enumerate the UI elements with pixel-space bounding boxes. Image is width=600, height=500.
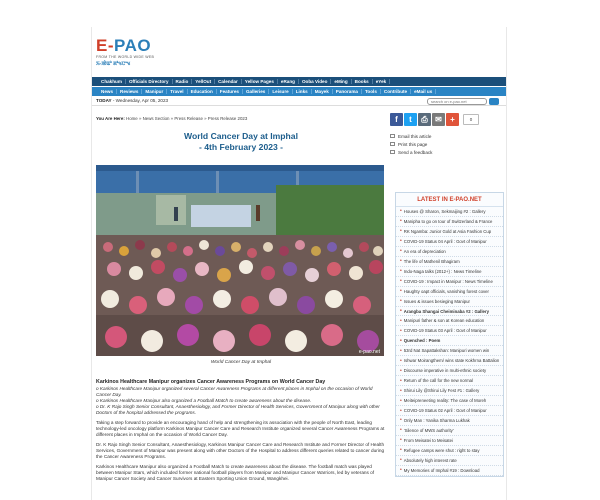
printer-icon [390, 142, 395, 146]
latest-news-item[interactable]: • COVID-19 Status 03 April : Govt of Manipur [396, 326, 503, 336]
logo-subtitle: ꯏ-ꯄꯥꯑꯣ ꯗꯣꯠꯅꯦꯠ [96, 61, 131, 67]
logo-tagline: FROM THE WORLD WIDE WEB [96, 55, 155, 59]
nav-item-galleries[interactable]: Galleries [243, 89, 269, 94]
twitter-icon[interactable]: t [404, 113, 417, 126]
secondary-nav [92, 87, 507, 96]
nav-item-manipur[interactable]: Manipur [142, 89, 167, 94]
nav-item-tools[interactable]: Tools [362, 89, 381, 94]
article-photo [96, 165, 384, 356]
primary-nav [92, 77, 507, 86]
title-line-2: - 4th February 2023 - [198, 142, 284, 152]
nav-item-officials-directory[interactable]: Officials Directory [126, 79, 173, 84]
nav-item-radio[interactable]: Radio [173, 79, 193, 84]
latest-news-item[interactable]: • Quenched : Poem [396, 336, 503, 346]
mail-icon[interactable]: ✉ [432, 113, 445, 126]
latest-news-item[interactable]: • From Meisatei to Meisatei [396, 436, 503, 446]
latest-news-item[interactable]: • COVID-19 Status 02 April : Govt of Manipur [396, 406, 503, 416]
breadcrumb-path[interactable]: Home » News Section » Press Release » Press Release 2023 [124, 116, 248, 121]
latest-news-item[interactable]: • Indo-Naga talks (2012+) : News Timeline [396, 267, 503, 277]
page-title [96, 131, 386, 153]
logo-dash: - [107, 36, 115, 55]
nav-item-eming[interactable]: eMing [331, 79, 351, 84]
latest-news-item[interactable]: • Ishwar Moirangthem/ wins state Kokhrna Battalion [396, 356, 503, 366]
article-bullet: o Dr. K Rajo Singh Senior Consultant, Anaesthesiology, and Former Director of Health Services, Government of Manipur along with other Doctors of the hospital addressed the programs. [96, 403, 380, 415]
latest-news-item[interactable]: • Manipha to go on tour of Switzerland & France [396, 217, 503, 227]
nav-item-chakhum[interactable]: Chakhum [98, 79, 126, 84]
send-feedback-link[interactable] [390, 148, 432, 156]
print-icon[interactable]: ⎙ [418, 113, 431, 126]
latest-news-item[interactable]: • Discourse imperative in multi-ethnic society [396, 366, 503, 376]
nav-item-panorama[interactable]: Panorama [333, 89, 362, 94]
latest-news-item[interactable]: • Refugee camps were shut : right to stay [396, 446, 503, 456]
latest-news-item[interactable]: • COVID-19 : Impact in Manipur : News Timeline [396, 277, 503, 287]
nav-item-yellout[interactable]: YellOut [192, 79, 215, 84]
latest-news-item[interactable]: • Meiteipreneeting reality: The case of Moreh [396, 396, 503, 406]
nav-item-education[interactable]: Education [188, 89, 217, 94]
date-bar [92, 97, 507, 106]
search-button[interactable] [489, 98, 499, 105]
article-bullet: o Karkinos Healthcare Manipur also organized a Football Match to create awareness about the disease. [96, 397, 312, 403]
print-page-link[interactable] [390, 140, 432, 148]
email-article-link[interactable] [390, 132, 432, 140]
nav-item-news[interactable]: News [98, 89, 117, 94]
nav-item-mayek[interactable]: Mayek [312, 89, 333, 94]
logo-pao: PAO [114, 36, 152, 55]
nav-item-calendar[interactable]: Calendar [215, 79, 242, 84]
nav-item-links[interactable]: Links [293, 89, 312, 94]
article-body [96, 379, 386, 487]
article-tools [390, 132, 432, 156]
nav-item-features[interactable]: Features [217, 89, 243, 94]
search-input[interactable]: search on e-pao.net [427, 98, 487, 105]
site-header [92, 27, 506, 77]
latest-news-item[interactable]: • Houses @ Sharon, Sekmaijing #2 : Gallery [396, 207, 503, 217]
article-paragraph: Taking a step forward to provide an encouraging hand of help and strengthening its association with the people of North East, leading technology-led oncology platform Karkinos Manipur Cancer Care and Research Institute organized several Cancer Awareness Programs at different places in Imphal on the occasion of World Cancer Day. [96, 419, 385, 437]
article-paragraph: Dr. K Rajo Singh Senior Consultant, Anaesthesiology, Karkinos Manipur Cancer Care and Research Institute and Former Director of Health Services, Government of Manipur was present along with other Doctors of the Hospital to address different queries related to cancer during the Cancer Awareness Programs. [96, 442, 385, 459]
latest-news-item[interactable]: • My Memories of Imphal #19 : Download [396, 466, 503, 476]
latest-news-item[interactable]: • The life of Mathenil Bhagiram [396, 257, 503, 267]
trees [276, 185, 384, 235]
nav-item-yellow-pages[interactable]: Yellow Pages [242, 79, 278, 84]
latest-news-item[interactable]: • Manipuri father & son at Korean education [396, 316, 503, 326]
send-feedback-label: Send a feedback [398, 149, 433, 155]
share-bar [390, 113, 479, 126]
article-bullet: o Karkinos Healthcare Manipur organized several Cancer Awareness Programs at different places in Imphal on the occasion of World Cancer Day. [96, 385, 373, 397]
nav-item-reviews[interactable]: Reviews [117, 89, 142, 94]
audience-photo-illustration [96, 165, 384, 356]
latest-news-item[interactable]: • RK Ngamba: Junior Gold at Asia Fashion Cup [396, 227, 503, 237]
today-label: TODAY [96, 98, 112, 103]
latest-news-item[interactable]: • 53rd Nat Sapattakshan: Manipuri women win [396, 346, 503, 356]
banner [191, 205, 251, 227]
latest-news-item[interactable]: • Only Man : Yanika Sharma Lukhak [396, 416, 503, 426]
breadcrumb-label: You Are Here: [96, 116, 125, 121]
nav-item-ooba-video[interactable]: Ooba Video [299, 79, 331, 84]
facebook-icon[interactable]: f [390, 113, 403, 126]
latest-news-heading: LATEST IN E-PAO.NET [396, 193, 503, 207]
article-paragraph: Karkinos Healthcare Manipur also organized a Football Match to create awareness about the disease. The football match was played between Manipur Stars, which included former national football players from Manipur and Manipur Cancer Warriors, led by veterans of Manipur Cancer Society and Cancer Survivors at Eastern Sporting Union Ground, Wangkhei. [96, 464, 375, 482]
latest-news-item[interactable]: • 'Silence of MWS authority' [396, 426, 503, 436]
latest-news-item[interactable]: • Issues & issues besieging Manipur [396, 297, 503, 307]
nav-item-travel[interactable]: Travel [167, 89, 187, 94]
nav-item-books[interactable]: Books [352, 79, 373, 84]
today-date-value: - Wednesday, Apr 05, 2023 [111, 98, 169, 103]
site-logo[interactable] [96, 37, 154, 67]
breadcrumb [96, 116, 247, 121]
share-count: 0 [463, 114, 479, 125]
latest-news-item[interactable]: • Arangba Shangai Cheiminaba #2 : Gallery [396, 307, 503, 317]
article-lead: Karkinos Healthcare Manipur organizes Cancer Awareness Programs on World Cancer Day [96, 379, 326, 385]
plus-icon[interactable]: + [446, 113, 459, 126]
latest-news-item[interactable]: • An era of depreciation [396, 247, 503, 257]
nav-item-leisure[interactable]: Leisure [269, 89, 292, 94]
email-article-label: Email this article [398, 133, 432, 139]
envelope-icon [390, 134, 395, 138]
page [91, 27, 507, 500]
today-date [96, 98, 168, 103]
title-line-1: World Cancer Day at Imphal [184, 131, 298, 141]
latest-news-item[interactable]: • Return of the call for the new normal [396, 376, 503, 386]
latest-news-panel [395, 192, 504, 477]
latest-news-list [396, 207, 503, 476]
latest-news-item[interactable]: • Shirui Lily @Shirui Lily Fest #1 : Gallery [396, 386, 503, 396]
nav-item-contribute[interactable]: Contribute [381, 89, 411, 94]
latest-news-item[interactable]: • Haughty oapt officials, vanishing forest cover [396, 287, 503, 297]
photo-caption: World Cancer Day at Imphal [210, 360, 272, 365]
nav-item-email-us[interactable]: eMail us [411, 89, 436, 94]
logo-e: E [96, 36, 108, 55]
feedback-icon [390, 150, 395, 154]
nav-item-erang[interactable]: eRang [278, 79, 299, 84]
print-page-label: Print this page [398, 141, 428, 147]
latest-news-item[interactable]: • Absolutely high interest rate [396, 456, 503, 466]
nav-item-eyek[interactable]: eYek [373, 79, 390, 84]
latest-news-item[interactable]: • COVID-19 Status 04 April : Govt of Manipur [396, 237, 503, 247]
photo-credit: e-pao.net [358, 349, 380, 355]
